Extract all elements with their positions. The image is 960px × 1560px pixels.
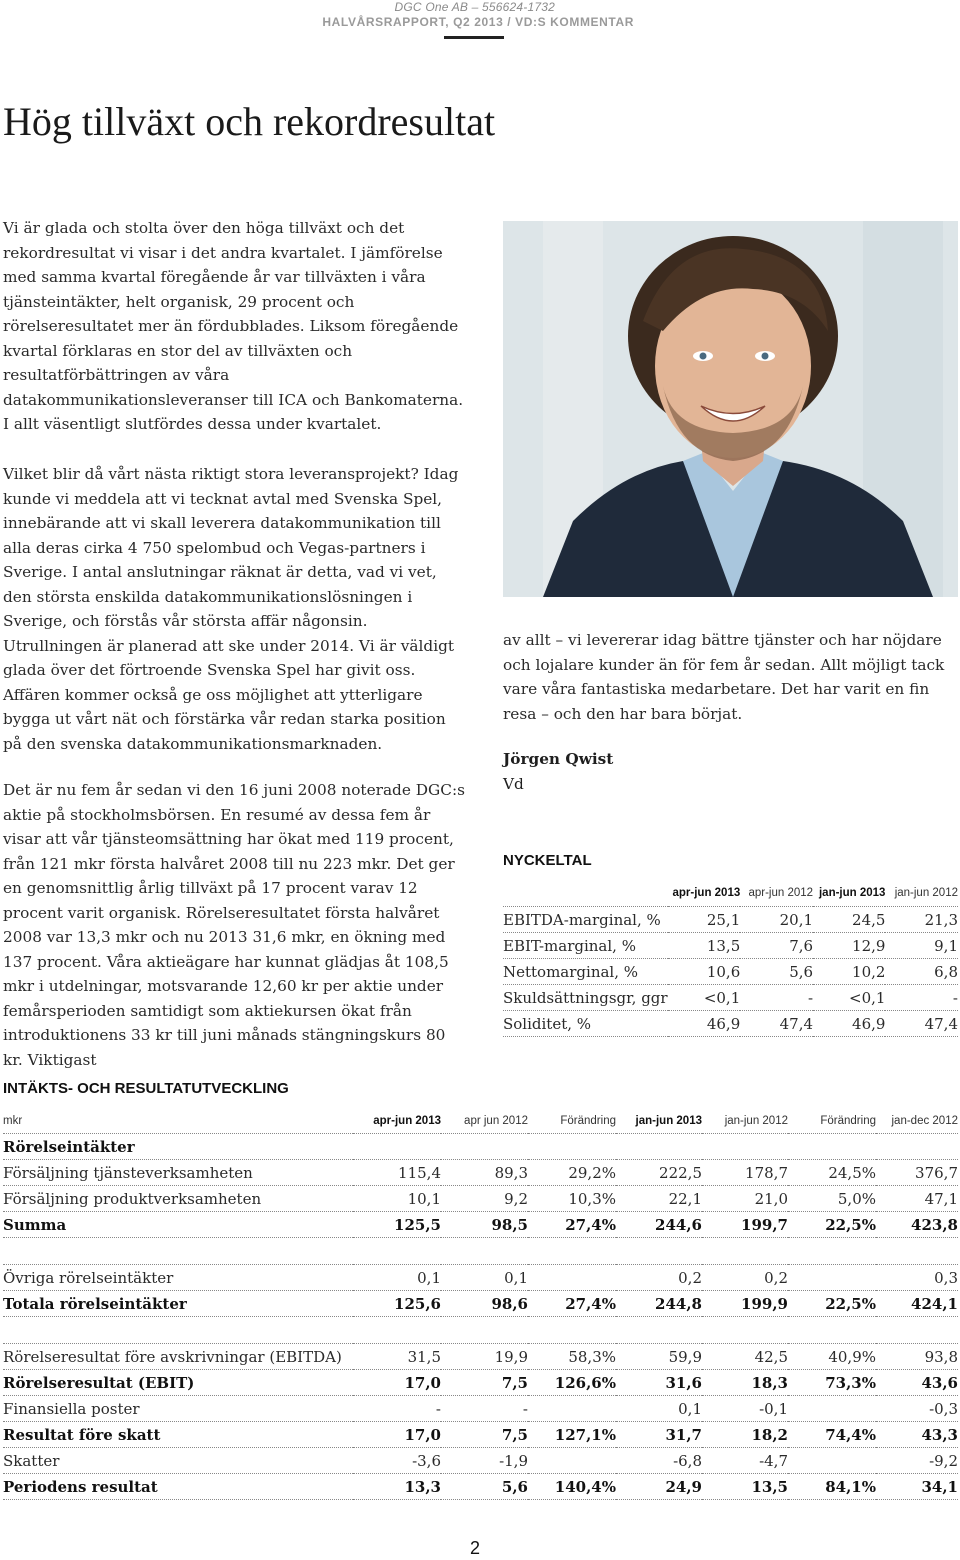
cell: [788, 1396, 876, 1422]
table-row: [3, 1186, 958, 1212]
cell: 10,6: [668, 959, 741, 985]
column-header: Förändring: [788, 1112, 876, 1134]
table-row: [503, 933, 958, 959]
table-row-total: [3, 1291, 958, 1317]
cell: 27,4%: [528, 1291, 616, 1317]
cell: 0,1: [441, 1265, 528, 1291]
report-header: HALVÅRSRAPPORT, Q2 2013 / VD:S KOMMENTAR: [322, 15, 634, 29]
cell: 17,0: [353, 1370, 441, 1396]
cell: [528, 1265, 616, 1291]
cell: 7,5: [441, 1422, 528, 1448]
spacer-row: [3, 1317, 958, 1344]
column-header: Förändring: [528, 1112, 616, 1134]
signature-name: Jörgen Qwist: [503, 750, 614, 768]
cell: 7,6: [740, 933, 813, 959]
cell: 0,1: [353, 1265, 441, 1291]
cell: 46,9: [668, 1011, 741, 1037]
cell: 6,8: [885, 959, 958, 985]
paragraph-svenska-spel: [3, 462, 465, 756]
cell: 13,5: [668, 933, 741, 959]
paragraph-text: Vi är glada och stolta över den höga tillväxt och det rekordresultat vi visar i det andra kvartalet. I jämförelse med samma kvartal föregående år var tillväxten i våra tjänsteintäkter, helt organisk, 29 procent och rörelseresultatet mer än fördubblades. Liksom föregående kvartal förklaras en stor del av tillväxten och resultatförbättringen av våra datakommunikationsleveranser till ICA och Bankomaterna. I allt väsentligt slutfördes dessa under kvartalet.: [3, 219, 464, 433]
cell: 84,1%: [788, 1474, 876, 1500]
cell: 25,1: [668, 907, 741, 933]
cell: 126,6%: [528, 1370, 616, 1396]
cell: 22,5%: [788, 1291, 876, 1317]
section-label: Rörelseintäkter: [3, 1134, 958, 1160]
cell: 74,4%: [788, 1422, 876, 1448]
row-label: Resultat före skatt: [3, 1422, 353, 1448]
column-header: jan-dec 2012: [876, 1112, 958, 1134]
cell: -6,8: [616, 1448, 702, 1474]
column-header: apr jun 2012: [441, 1112, 528, 1134]
cell: 10,3%: [528, 1186, 616, 1212]
cell: 13,5: [702, 1474, 788, 1500]
paragraph-text: Det är nu fem år sedan vi den 16 juni 2008 noterade DGC:s aktie på stockholmsbörsen. En resumé av dessa fem år visar att vår tjänsteomsättning har ökat med 119 procent, från 121 mkr första halvåret 2008 till nu 223 mkr. Det ger en genomsnittlig årlig tillväxt på 17 procent varav 12 procent varit organisk. Rörelseresultatet första halvåret 2008 var 13,3 mkr och nu 2013 31,6 mkr, en ökning med 137 procent. Våra aktieägare har kunnat glädjas åt 108,5 mkr i utdelningar, motsvarande 12,60 kr per aktie under femårsperioden samtidigt som aktiekursen ökat från introduktionens 33 kr till juni månads stängningskurs 80 kr. Viktigast: [3, 781, 465, 1069]
cell: -3,6: [353, 1448, 441, 1474]
cell: 98,5: [441, 1212, 528, 1238]
cell: -0,1: [702, 1396, 788, 1422]
column-header: jan-jun 2013: [616, 1112, 702, 1134]
income-table: [3, 1112, 958, 1500]
cell: 13,3: [353, 1474, 441, 1500]
cell: 31,7: [616, 1422, 702, 1448]
cell: 43,6: [876, 1370, 958, 1396]
paragraph-text: av allt – vi levererar idag bättre tjänster och har nöjdare och lojalare kunder än för fem år sedan. Allt möjligt tack vare våra fantastiska medarbetare. Det har varit en fin resa – och den har bara börjat.: [503, 631, 945, 723]
cell: -0,3: [876, 1396, 958, 1422]
cell: 18,2: [702, 1422, 788, 1448]
cell: 9,2: [441, 1186, 528, 1212]
cell: 7,5: [441, 1370, 528, 1396]
cell: -4,7: [702, 1448, 788, 1474]
cell: -1,9: [441, 1448, 528, 1474]
table-row: [3, 1448, 958, 1474]
row-label: Övriga rörelseintäkter: [3, 1265, 353, 1291]
cell: 9,1: [885, 933, 958, 959]
column-header: jan-jun 2012: [702, 1112, 788, 1134]
key-figures-table: [503, 885, 958, 1037]
income-heading: INTÄKTS- OCH RESULTATUTVECKLING: [3, 1080, 289, 1097]
key-figures-corner: [503, 885, 668, 907]
cell: 140,4%: [528, 1474, 616, 1500]
table-row: [503, 959, 958, 985]
cell: 424,1: [876, 1291, 958, 1317]
table-row: [503, 1011, 958, 1037]
cell: -: [740, 985, 813, 1011]
spacer-row: [3, 1238, 958, 1265]
cell: 244,6: [616, 1212, 702, 1238]
cell: -: [353, 1396, 441, 1422]
cell: 46,9: [813, 1011, 885, 1037]
company-header: DGC One AB – 556624-1732: [394, 0, 555, 14]
unit-label: mkr: [3, 1112, 353, 1134]
cell: 47,4: [740, 1011, 813, 1037]
cell: <0,1: [668, 985, 741, 1011]
cell: [528, 1396, 616, 1422]
cell: [528, 1448, 616, 1474]
cell: 59,9: [616, 1344, 702, 1370]
cell: 22,1: [616, 1186, 702, 1212]
cell: 178,7: [702, 1160, 788, 1186]
table-row: [3, 1396, 958, 1422]
cell: 21,3: [885, 907, 958, 933]
cell: 244,8: [616, 1291, 702, 1317]
cell: 18,3: [702, 1370, 788, 1396]
cell: 40,9%: [788, 1344, 876, 1370]
cell: 58,3%: [528, 1344, 616, 1370]
row-label: Totala rörelseintäkter: [3, 1291, 353, 1317]
page-title: Hög tillväxt och rekordresultat: [3, 99, 496, 144]
section-row: [3, 1134, 958, 1160]
cell: -9,2: [876, 1448, 958, 1474]
row-label: Skatter: [3, 1448, 353, 1474]
row-label: Skuldsättningsgr, ggr: [503, 985, 668, 1011]
table-row-total: [3, 1370, 958, 1396]
cell: 222,5: [616, 1160, 702, 1186]
cell: 12,9: [813, 933, 885, 959]
cell: 89,3: [441, 1160, 528, 1186]
column-header: apr-jun 2012: [748, 887, 814, 899]
income-header-row: [3, 1112, 958, 1134]
cell: 199,7: [702, 1212, 788, 1238]
table-row: [3, 1160, 958, 1186]
key-figures-header-row: [503, 885, 958, 907]
cell: 376,7: [876, 1160, 958, 1186]
row-label: Nettomarginal, %: [503, 959, 668, 985]
cell: 31,5: [353, 1344, 441, 1370]
column-header: apr-jun 2013: [353, 1112, 441, 1134]
column-header: jan-jun 2012: [894, 887, 958, 899]
cell: 21,0: [702, 1186, 788, 1212]
cell: [788, 1448, 876, 1474]
cell: 24,5%: [788, 1160, 876, 1186]
cell: [788, 1265, 876, 1291]
paragraph-conclusion: [503, 628, 958, 726]
table-row: [3, 1344, 958, 1370]
row-label: Försäljning produktverksamheten: [3, 1186, 353, 1212]
cell: 125,6: [353, 1291, 441, 1317]
cell: 0,2: [616, 1265, 702, 1291]
column-header: jan-jun 2013: [818, 887, 886, 899]
cell: 115,4: [353, 1160, 441, 1186]
cell: 34,1: [876, 1474, 958, 1500]
cell: -: [885, 985, 958, 1011]
cell: 5,0%: [788, 1186, 876, 1212]
row-label: Summa: [3, 1212, 353, 1238]
cell: 17,0: [353, 1422, 441, 1448]
table-row-total: [3, 1212, 958, 1238]
cell: 22,5%: [788, 1212, 876, 1238]
cell: 127,1%: [528, 1422, 616, 1448]
spacer-cell: [3, 1317, 958, 1344]
row-label: Soliditet, %: [503, 1011, 668, 1037]
cell: 5,6: [740, 959, 813, 985]
cell: 10,1: [353, 1186, 441, 1212]
table-row: [503, 907, 958, 933]
cell: -: [441, 1396, 528, 1422]
table-row: [503, 985, 958, 1011]
cell: 5,6: [441, 1474, 528, 1500]
portrait-illustration: [503, 221, 958, 597]
cell: 29,2%: [528, 1160, 616, 1186]
row-label: EBITDA-marginal, %: [503, 907, 668, 933]
cell: 0,2: [702, 1265, 788, 1291]
cell: 24,9: [616, 1474, 702, 1500]
cell: 43,3: [876, 1422, 958, 1448]
spacer-cell: [3, 1238, 958, 1265]
cell: 20,1: [740, 907, 813, 933]
row-label: Rörelseresultat före avskrivningar (EBITDA): [3, 1344, 353, 1370]
cell: 0,1: [616, 1396, 702, 1422]
cell: 27,4%: [528, 1212, 616, 1238]
table-row: [3, 1265, 958, 1291]
cell: 42,5: [702, 1344, 788, 1370]
paragraph-five-years: [3, 778, 465, 1072]
row-label: Periodens resultat: [3, 1474, 353, 1500]
page-number: 2: [470, 1538, 481, 1558]
ceo-portrait-photo: [503, 221, 958, 597]
header-rule: [444, 36, 504, 39]
row-label: Finansiella poster: [3, 1396, 353, 1422]
column-header: apr-jun 2013: [672, 887, 741, 899]
row-label: EBIT-marginal, %: [503, 933, 668, 959]
cell: <0,1: [813, 985, 885, 1011]
cell: 19,9: [441, 1344, 528, 1370]
cell: 24,5: [813, 907, 885, 933]
cell: 73,3%: [788, 1370, 876, 1396]
signature-role: Vd: [503, 775, 524, 793]
table-row-total: [3, 1422, 958, 1448]
cell: 98,6: [441, 1291, 528, 1317]
paragraph-text: Vilket blir då vårt nästa riktigt stora leveransprojekt? Idag kunde vi meddela att vi tecknat avtal med Svenska Spel, innebärande att vi skall leverera datakommunikation till alla deras cirka 4 750 spelombud och Vegas-partners i Sverige. I antal anslutningar räknat är detta, vad vi vet, den största enskilda datakommunikationslösningen i Sverige, och förstås vår största affär någonsin. Utrullningen är planerad att ske under 2014. Vi är väldigt glada över det förtroende Svenska Spel har givit oss. Affären kommer också ge oss möjlighet att ytterligare bygga ut vårt nät och förstärka vår redan starka position på den svenska datakommunikationsmarknaden.: [3, 465, 459, 753]
paragraph-intro: [3, 216, 465, 437]
cell: 0,3: [876, 1265, 958, 1291]
table-row-total: [3, 1474, 958, 1500]
cell: 423,8: [876, 1212, 958, 1238]
cell: 47,1: [876, 1186, 958, 1212]
cell: 199,9: [702, 1291, 788, 1317]
cell: 93,8: [876, 1344, 958, 1370]
cell: 31,6: [616, 1370, 702, 1396]
key-figures-heading: NYCKELTAL: [503, 852, 592, 869]
row-label: Försäljning tjänsteverksamheten: [3, 1160, 353, 1186]
row-label: Rörelseresultat (EBIT): [3, 1370, 353, 1396]
cell: 10,2: [813, 959, 885, 985]
cell: 125,5: [353, 1212, 441, 1238]
cell: 47,4: [885, 1011, 958, 1037]
